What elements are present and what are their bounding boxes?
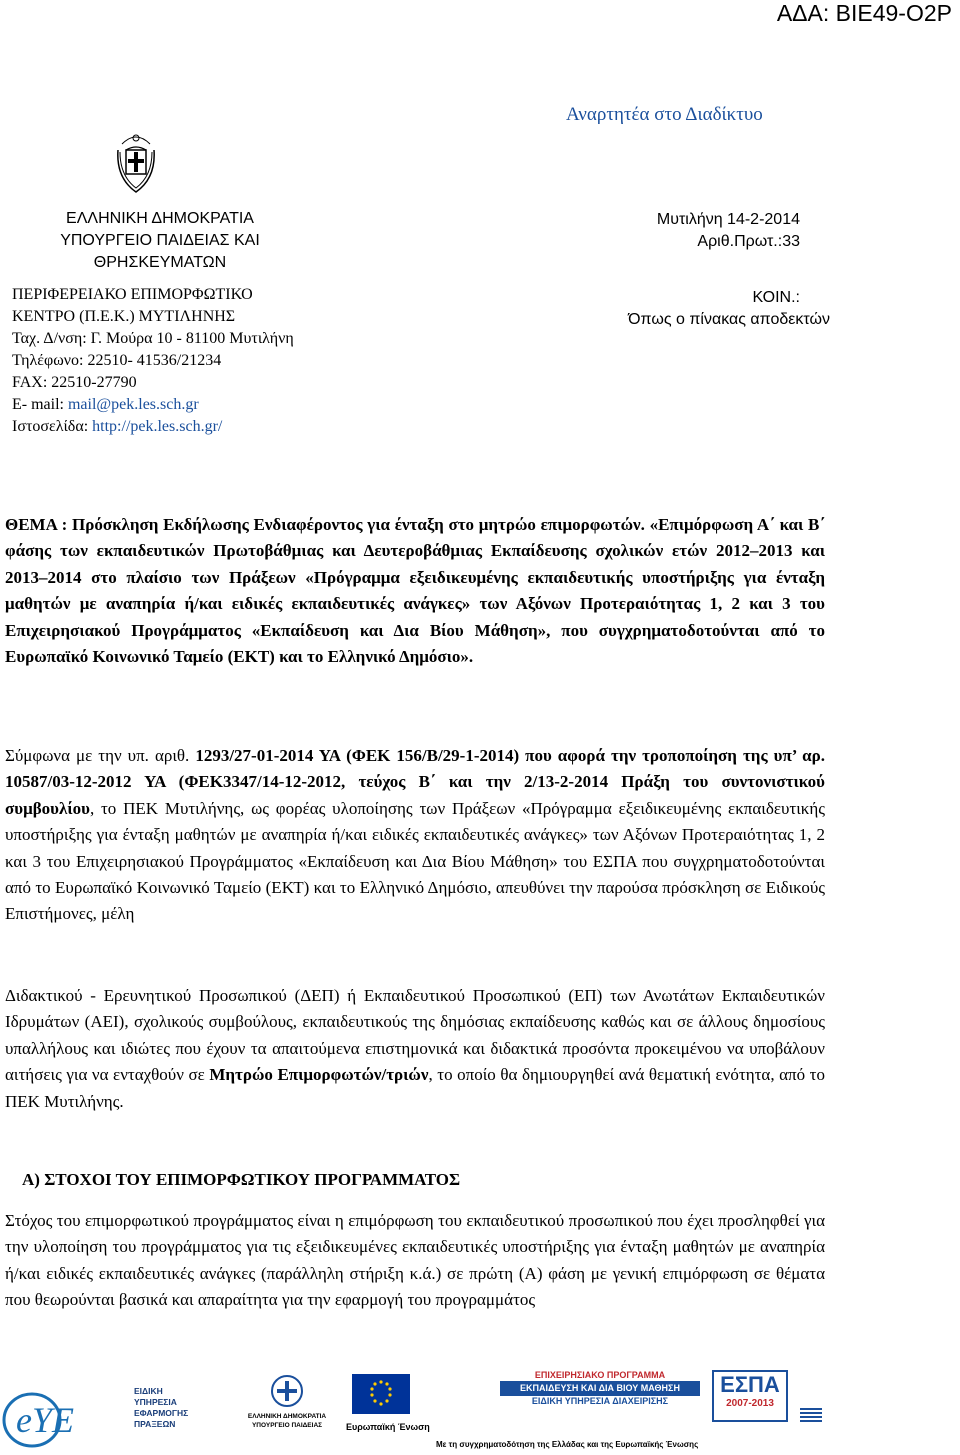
sender-line3: ΘΡΗΣΚΕΥΜΑΤΩΝ bbox=[93, 254, 227, 271]
eye-line2: ΥΠΗΡΕΣΙΑ bbox=[134, 1397, 177, 1407]
recipients-block bbox=[560, 309, 830, 331]
ministry-emblem-icon bbox=[270, 1374, 304, 1408]
program-text bbox=[500, 1370, 700, 1407]
sender-email-row bbox=[12, 394, 392, 416]
espa-years: 2007-2013 bbox=[726, 1398, 774, 1409]
sender-line5: ΚΕΝΤΡΟ (Π.Ε.Κ.) ΜΥΤΙΛΗΝΗΣ bbox=[12, 308, 236, 325]
greek-emblem-icon bbox=[112, 128, 160, 198]
p1-start: Σύμφωνα με την υπ. αριθ. bbox=[5, 746, 196, 765]
sender-line4: ΠΕΡΙΦΕΡΕΙΑΚΟ ΕΠΙΜΟΡΦΩΤΙΚΟ bbox=[12, 286, 253, 303]
sender-phone: Τηλέφωνο: 22510- 41536/21234 bbox=[12, 352, 222, 369]
meta-block bbox=[560, 209, 800, 253]
website-link[interactable]: http://pek.les.sch.gr/ bbox=[92, 418, 223, 435]
subject-label: ΘΕΜΑ : Πρόσκληση Εκδήλωσης Ενδιαφέροντος για ένταξη στο μητρώο επιμορφωτών. bbox=[5, 515, 645, 534]
ada-code: ΑΔΑ: ΒΙΕ49-Ο2Ρ bbox=[776, 0, 952, 26]
section-a-heading: Α) ΣΤΟΧΟΙ ΤΟΥ ΕΠΙΜΟΡΦΩΤΙΚΟΥ ΠΡΟΓΡΑΜΜΑΤΟΣ bbox=[22, 1170, 461, 1189]
recipients: Όπως ο πίνακας αποδεκτών bbox=[628, 311, 830, 328]
cofunding-line: Με τη συγχρηματοδότηση της Ελλάδας και της Ευρωπαϊκής Ένωσης bbox=[436, 1440, 699, 1449]
sender-line2: ΥΠΟΥΡΓΕΙΟ ΠΑΙΔΕΙΑΣ ΚΑΙ bbox=[60, 232, 260, 249]
website-label: Ιστοσελίδα: bbox=[12, 418, 93, 435]
p2-end: , το οποίο θα δημιουργηθεί ανά θεματική ενότητα, από το ΠΕΚ Μυτιλήνης. bbox=[5, 1065, 825, 1111]
email-link[interactable]: mail@pek.les.sch.gr bbox=[67, 396, 199, 413]
sender-website-row bbox=[12, 416, 392, 438]
eye-line3: ΕΦΑΡΜΟΓΗΣ bbox=[134, 1408, 189, 1418]
ministry-text bbox=[232, 1412, 342, 1430]
p2-start: Διδακτικού - Ερευνητικού Προσωπικού (ΔΕΠ) ή Εκπαιδευτικού Προσωπικού (ΕΠ) των Ανωτάτων Εκπαιδευτικών Ιδρυμάτων (ΑΕΙ), σχολικούς συμβούλους, εκπαιδευτικούς της δημόσιας εκπαίδευσης καθώς και σε άλλους δημοσίους υπαλλήλους και ιδιώτες που έχουν τα απαιτούμενα επιστημονικά και διδακτικά προσόντα προκειμένου να υποβάλουν αιτήσεις για να ενταχθούν σε bbox=[5, 986, 825, 1085]
eu-flag-icon bbox=[352, 1374, 410, 1414]
cc-block bbox=[560, 287, 800, 309]
place-date: Μυτιλήνη 14-2-2014 bbox=[656, 211, 800, 228]
eye-line1: ΕΙΔΙΚΗ bbox=[134, 1386, 163, 1396]
sender-header bbox=[40, 208, 280, 274]
section-a-text bbox=[5, 1208, 825, 1314]
ministry-line1: ΕΛΛΗΝΙΚΗ ΔΗΜΟΚΡΑΤΙΑ bbox=[247, 1413, 327, 1420]
sender-details bbox=[12, 284, 392, 438]
subject-body: «Επιμόρφωση Α΄ και Β΄ φάσης των εκπαιδευτικών Πρωτοβάθμιας και Δευτεροβάθμιας Εκπαίδευσης σχολικών ετών 2012–2013 και 2013–2014 στο πλαίσιο των Πράξεων «Πρόγραμμα εξειδικευμένης εκπαιδευτικής υποστήριξης για ένταξη μαθητών με αναπηρία ή/και ειδικές εκπαιδευτικές ανάγκες» των Αξόνων Προτεραιότητας 1, 2 και 3 του Επιχειρησιακού Προγράμματος «Εκπαίδευση και Δια Βίου Μάθηση», που συγχρηματοδοτούνται από το Ευρωπαϊκό Κοινωνικό Ταμείο (ΕΚΤ) και το Ελληνικό Δημόσιο». bbox=[5, 515, 825, 667]
program-line1: ΕΠΙΧΕΙΡΗΣΙΑΚΟ ΠΡΟΓΡΑΜΜΑ bbox=[534, 1370, 666, 1380]
eye-text bbox=[134, 1386, 188, 1430]
cc-label: ΚΟΙΝ.: bbox=[752, 289, 800, 306]
footer-logos bbox=[0, 1368, 960, 1455]
ministry-line2: ΥΠΟΥΡΓΕΙΟ ΠΑΙΔΕΙΑΣ bbox=[251, 1422, 323, 1429]
program-line3: ΕΙΔΙΚΗ ΥΠΗΡΕΣΙΑ ΔΙΑΧΕΙΡΙΣΗΣ bbox=[531, 1396, 669, 1406]
greek-flag-icon bbox=[800, 1408, 822, 1422]
sender-address: Ταχ. Δ/νση: Γ. Μούρα 10 - 81100 Μυτιλήνη bbox=[12, 330, 294, 347]
eye-logo-icon bbox=[2, 1386, 78, 1448]
posted-label: Αναρτητέα στο Διαδίκτυο bbox=[566, 104, 763, 125]
main-paragraph-1 bbox=[5, 743, 825, 928]
espa-label: ΕΣΠΑ bbox=[720, 1372, 780, 1397]
svg-text:eYE: eYE bbox=[16, 1400, 74, 1440]
section-a-paragraph: Στόχος του επιμορφωτικού προγράμματος είναι η επιμόρφωση του εκπαιδευτικού προσωπικού που έχει προσληφθεί για την υλοποίηση του προγράμματος για τις εξειδικευμένες εκπαιδευτικές υποστήριξης για ένταξη μαθητών με αναπηρία ή/και ειδικές εκπαιδευτικές ανάγκες (παράλληλη στήριξη κ.ά.) σε πρώτη (Α) φάση με γενική επιμόρφωση σε θέματα που θεωρούνται βασικά και απαραίτητα για την εφαρμογή του προγραμμάτος bbox=[5, 1211, 825, 1310]
espa-logo bbox=[712, 1370, 788, 1422]
email-label: E- mail: bbox=[12, 396, 68, 413]
sender-line1: ΕΛΛΗΝΙΚΗ ΔΗΜΟΚΡΑΤΙΑ bbox=[66, 210, 254, 227]
subject-block bbox=[5, 512, 825, 670]
main-paragraph-2 bbox=[5, 983, 825, 1115]
sender-fax: FAX: 22510-27790 bbox=[12, 374, 137, 391]
protocol-number: Αριθ.Πρωτ.:33 bbox=[697, 233, 800, 250]
subject bbox=[5, 512, 825, 670]
eye-logo bbox=[2, 1386, 78, 1448]
program-line2: ΕΚΠΑΙΔΕΥΣΗ ΚΑΙ ΔΙΑ ΒΙΟΥ ΜΑΘΗΣΗ bbox=[500, 1381, 700, 1396]
eye-line4: ΠΡΑΞΕΩΝ bbox=[134, 1419, 176, 1429]
p1-bold: 1293/27-01-2014 ΥΑ (ΦΕΚ 156/Β/29-1-2014) που αφορά την τροποποίηση της υπ’ αρ. 10587/03-12-2012 ΥΑ (ΦΕΚ3347/14-12-2012, τεύχος Β΄ και την 2/13-2-2014 Πράξη του συντονιστικού συμβουλίου bbox=[5, 746, 825, 818]
p2-bold: Μητρώο Επιμορφωτών/τριών bbox=[209, 1065, 429, 1085]
p1-rest: , το ΠΕΚ Μυτιλήνης, ως φορέας υλοποίησης των Πράξεων «Πρόγραμμα εξειδικευμένης εκπαιδευτικής υποστήριξης για ένταξη μαθητών με αναπηρία ή/και ειδικές εκπαιδευτικές ανάγκες» των Αξόνων Προτεραιότητας 1, 2 και 3 του Επιχειρησιακού Προγράμματος «Εκπαίδευση και Δια Βίου Μάθηση» του ΕΣΠΑ που συγχρηματοδοτούνται από το Ευρωπαϊκό Κοινωνικό Ταμείο (ΕΚΤ) και το Ελληνικό Δημόσιο, απευθύνει την παρούσα πρόσκληση σε Ειδικούς Επιστήμονες, μέλη bbox=[5, 798, 825, 924]
eu-label: Ευρωπαϊκή Ένωση bbox=[346, 1422, 430, 1432]
